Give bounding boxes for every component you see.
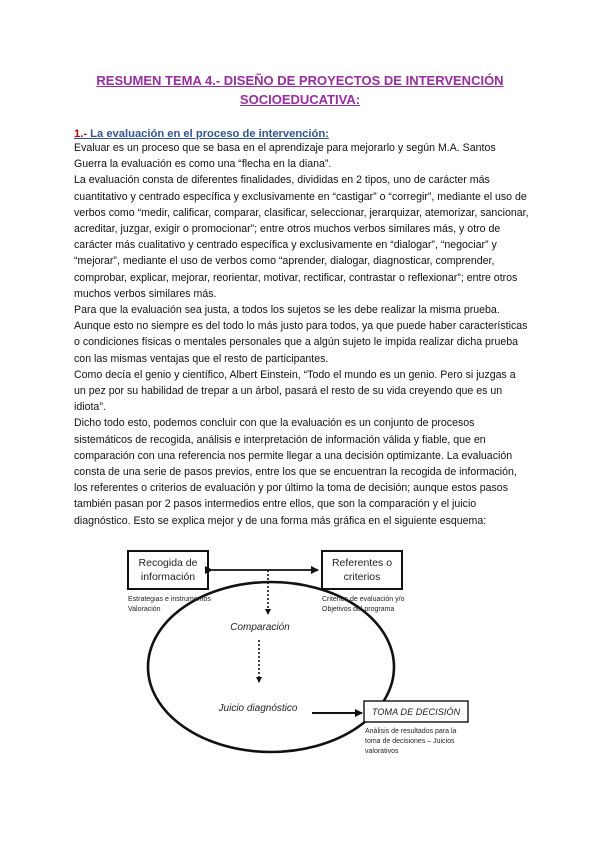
paragraph: La evaluación consta de diferentes finalidades, divididas en 2 tipos, uno de carácter más cuantitativo y centrado específica y exclusivamente en “castigar” o “corregir”, mediante el uso de verbos como “medir, calificar, comparar, clasificar, seleccionar, jerarquizar, atemorizar, sancionar, acreditar, juzgar, exigir o promocionar”; entre otros muchos verbos similares más, y otro de carácter más cualitativo y centrado específica y exclusivamente en “dialogar”, “negociar” y “mejorar”, mediante el uso de verbos como “aprender, dialogar, diagnosticar, comprender, comprobar, explicar, mejorar, reorientar, motivar, rectificar, contrastar o reflexionar”; entre otros muchos verbos similares más. (74, 174, 529, 300)
paragraph: Evaluar es un proceso que se basa en el aprendizaje para mejorarlo y según M.A. Santos Guerra la evaluación es como una “flecha en la diana”. (74, 142, 496, 171)
box2-note-line2: Objetivos del programa (322, 606, 395, 613)
box1-note-line1: Estrategias e instrumentos (128, 596, 211, 603)
section-heading-text: La evaluación en el proceso de intervención: (87, 128, 329, 140)
title-line-2: SOCIOEDUCATIVA: (239, 92, 361, 107)
decision-label: TOMA DE DECISIÓN (371, 707, 461, 717)
decision-note-line2: toma de decisiones – Juicios (365, 738, 455, 745)
decision-note-line3: valorativos (365, 748, 399, 755)
box1-line2: información (140, 571, 196, 583)
box2-line1: Referentes o (331, 557, 393, 569)
paragraph: Como decía el genio y científico, Albert Einstein, “Todo el mundo es un genio. Pero si juzgas a un pez por su habilidad de trepar a un árbol, pasará el resto de su vida creyendo que es un idiota”. (74, 368, 516, 414)
title-line-1: RESUMEN TEMA 4.- DISEÑO DE PROYECTOS DE INTERVENCIÓN (96, 73, 504, 88)
box2-note-line1: Criterios de evaluación y/o (322, 596, 405, 603)
comparison-label: Comparación (230, 622, 290, 633)
diagnosis-label: Juicio diagnóstico (218, 703, 298, 714)
box1-line1: Recogida de (138, 557, 198, 569)
box1-note-line2: Valoración (128, 606, 161, 613)
decision-note-line1: Análisis de resultados para la (365, 728, 457, 735)
section-number: 1.- (74, 128, 88, 140)
box2-line2: criterios (343, 571, 381, 583)
paragraph: Dicho todo esto, podemos concluir con que la evaluación es un conjunto de procesos sistemáticos de recogida, análisis e interpretación de información válida y fiable, que en comparación con una referencia nos permite llegar a una decisión optimizante. La evaluación consta de una serie de pasos previos, entre los que se encuentran la recogida de información, los referentes o criterios de evaluación y por último la toma de decisión; aunque estos pasos también pasan por 2 pasos intermedios entre ellos, que son la comparación y el juicio diagnóstico. Esto se explica mejor y de una forma más gráfica en el siguiente esquema: (74, 417, 517, 527)
paragraph: Para que la evaluación sea justa, a todos los sujetos se les debe realizar la misma prueba. Aunque esto no siempre es del todo lo más justo para todos, ya que puede haber características o condiciones físicas o mentales personales que a algún sujeto le impida realizar dicha prueba con las mismas ventajas que el resto de participantes. (74, 304, 528, 365)
